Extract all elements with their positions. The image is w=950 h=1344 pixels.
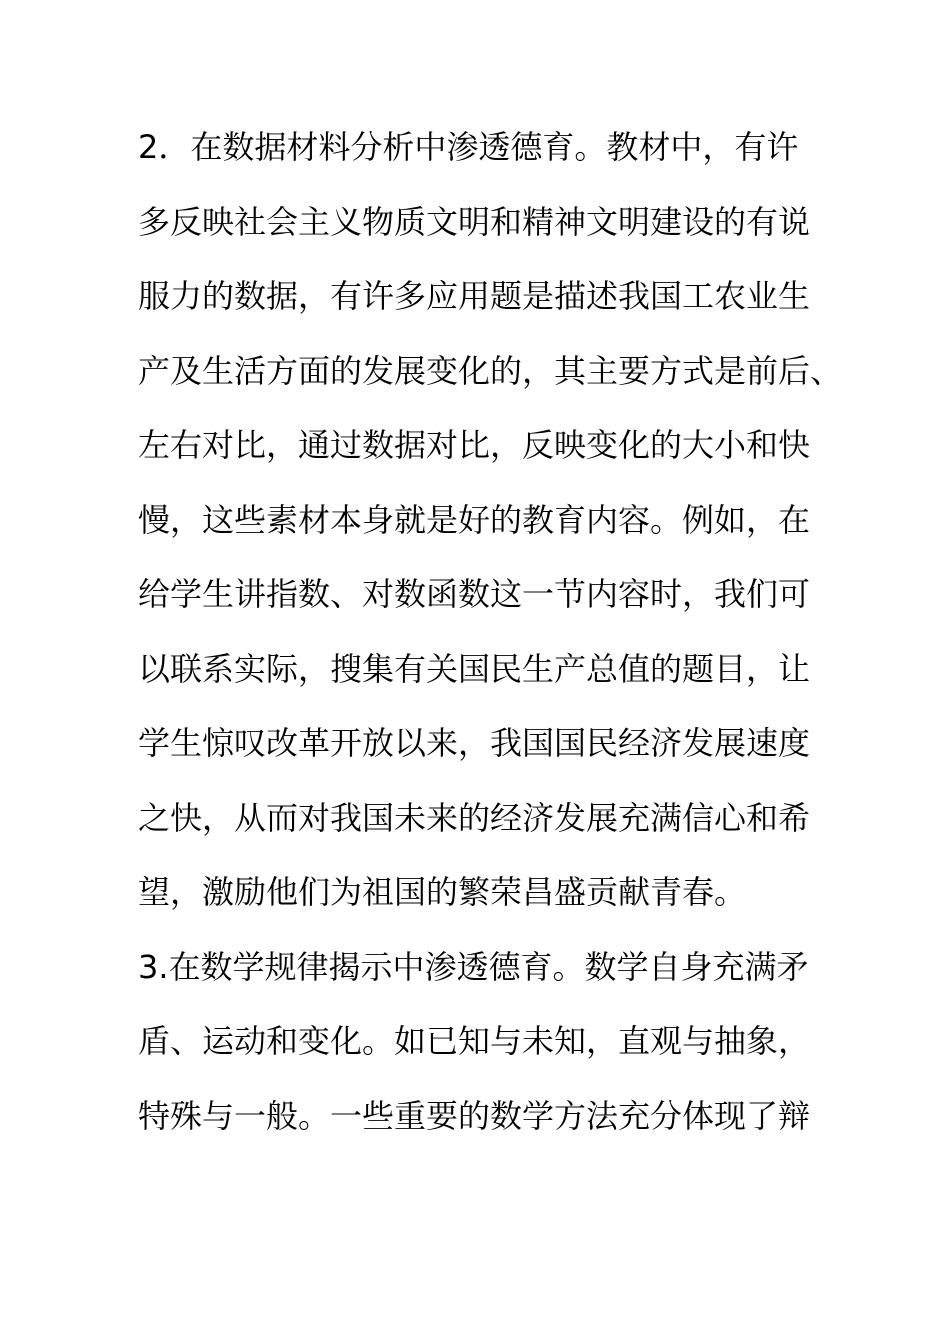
paragraph-line: 盾、运动和变化。如已知与未知，直观与抽象， xyxy=(138,1022,811,1060)
paragraph-line: 3.在数学规律揭示中渗透德育。数学自身充满矛 xyxy=(138,947,809,986)
paragraph-line: 慢，这些素材本身就是好的教育内容。例如，在 xyxy=(138,500,811,539)
paragraph-line: 2．在数据材料分析中渗透德育。教材中，有许 xyxy=(138,128,799,166)
paragraph-line: 特殊与一般。一些重要的数学方法充分体现了辩 xyxy=(138,1096,811,1135)
document-body xyxy=(138,118,843,1161)
paragraph-line: 以联系实际，搜集有关国民生产总值的题目，让 xyxy=(138,649,811,688)
paragraph-line: 服力的数据，有许多应用题是描述我国工农业生 xyxy=(138,277,811,315)
paragraph-line: 产及生活方面的发展变化的，其主要方式是前后、 xyxy=(138,351,843,390)
paragraph-line: 给学生讲指数、对数函数这一节内容时，我们可 xyxy=(138,575,811,613)
paragraph-line: 望，激励他们为祖国的繁荣昌盛贡献青春。 xyxy=(138,873,747,911)
paragraph-line: 多反映社会主义物质文明和精神文明建设的有说 xyxy=(138,202,811,241)
paragraph-line: 之快，从而对我国未来的经济发展充满信心和希 xyxy=(138,798,811,837)
paragraph-line: 左右对比，通过数据对比，反映变化的大小和快 xyxy=(138,426,811,464)
paragraph-line: 学生惊叹改革开放以来，我国国民经济发展速度 xyxy=(138,724,811,762)
